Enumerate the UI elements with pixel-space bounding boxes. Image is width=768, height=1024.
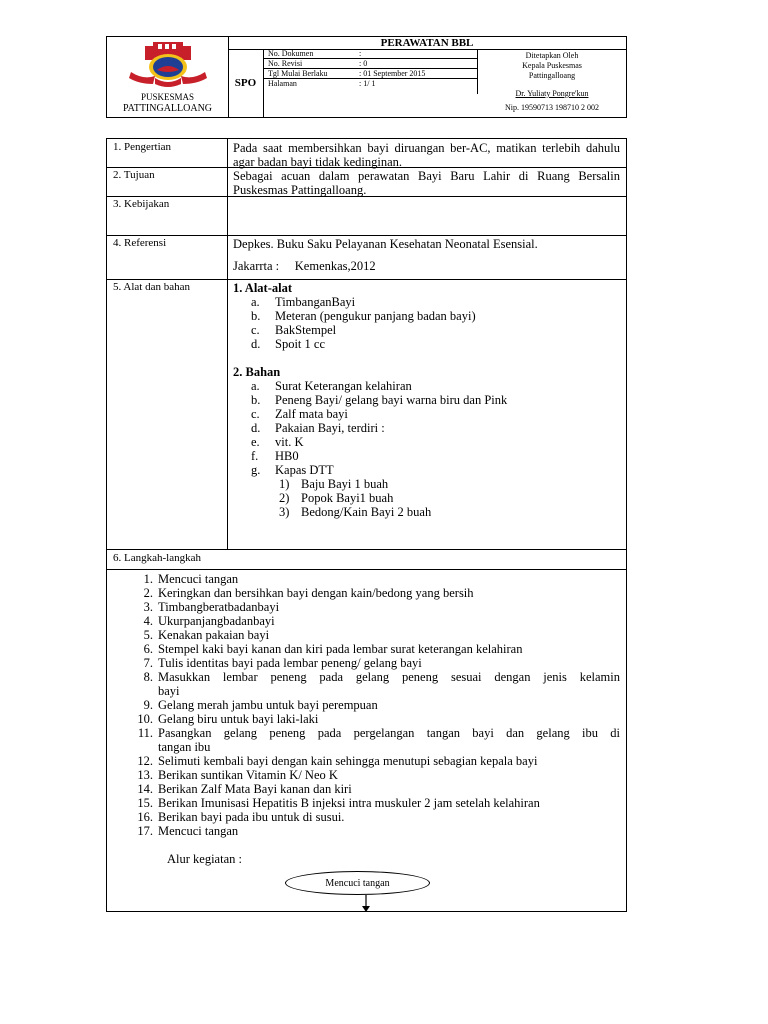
meta-row bbox=[264, 59, 477, 69]
step-number: 10. bbox=[137, 712, 153, 726]
step-number: 12. bbox=[137, 754, 153, 768]
step-number: 16. bbox=[137, 810, 153, 824]
step-text-continued: bayi bbox=[158, 684, 180, 698]
list-marker: g. bbox=[251, 463, 261, 477]
list-item: Spoit 1 cc bbox=[275, 337, 325, 351]
meta-row bbox=[264, 49, 477, 59]
list-marker: a. bbox=[251, 379, 260, 393]
step-text: Berikan Zalf Mata Bayi kanan dan kiri bbox=[158, 782, 352, 796]
sub-marker: 3) bbox=[279, 505, 290, 519]
document-header bbox=[106, 36, 627, 118]
step-text: Mencuci tangan bbox=[158, 572, 239, 586]
step-text: Timbangberatbadanbayi bbox=[158, 600, 280, 614]
meta-value: : bbox=[359, 49, 362, 58]
list-item: Kapas DTT bbox=[275, 463, 334, 477]
approver-nip: Nip. 19590713 198710 2 002 bbox=[505, 103, 599, 112]
step-text: Stempel kaki bayi kanan dan kiri pada lembar surat keterangan kelahiran bbox=[158, 642, 523, 656]
org-line1: PUSKESMAS bbox=[140, 92, 195, 102]
document-meta bbox=[264, 49, 478, 94]
step-text: Ukurpanjangbadanbayi bbox=[158, 614, 275, 628]
sub-marker: 1) bbox=[279, 477, 290, 491]
list-item: Surat Keterangan kelahiran bbox=[275, 379, 412, 393]
meta-value: : 1/ 1 bbox=[359, 79, 376, 88]
org-line2: PATTINGALLOANG bbox=[122, 103, 213, 114]
flow-arrow-icon bbox=[360, 895, 372, 913]
meta-label: Tgl Mulai Berlaku bbox=[268, 69, 328, 78]
step-text: Tulis identitas bayi pada lembar peneng/ gelang bayi bbox=[158, 656, 422, 670]
step-number: 4. bbox=[143, 614, 153, 628]
step-text: Gelang biru untuk bayi laki-laki bbox=[158, 712, 319, 726]
tujuan-text: Sebagai acuan dalam perawatan Bayi Baru Lahir di Ruang Bersalin Puskesmas Pattingalloang. bbox=[233, 169, 620, 197]
procedure-table bbox=[106, 138, 627, 912]
step-number: 13. bbox=[137, 768, 153, 782]
step-number: 7. bbox=[143, 656, 153, 670]
list-marker: f. bbox=[251, 449, 259, 463]
bahan-title: 2. Bahan bbox=[233, 365, 281, 379]
step-text: Berikan bayi pada ibu untuk di susui. bbox=[158, 810, 345, 824]
list-marker: b. bbox=[251, 309, 261, 323]
puskesmas-logo-icon bbox=[125, 40, 209, 90]
approval-block bbox=[477, 49, 627, 117]
logo-cell bbox=[107, 37, 229, 117]
row-label-referensi: 4. Referensi bbox=[113, 237, 167, 249]
meta-value: : 01 September 2015 bbox=[359, 69, 426, 78]
step-number: 17. bbox=[137, 824, 153, 838]
spo-label: SPO bbox=[228, 49, 264, 117]
step-number: 6. bbox=[143, 642, 153, 656]
list-item: Peneng Bayi/ gelang bayi warna biru dan Pink bbox=[275, 393, 508, 407]
meta-label: Halaman bbox=[268, 79, 297, 88]
flow-start-node: Mencuci tangan bbox=[285, 871, 430, 895]
step-text: Berikan suntikan Vitamin K/ Neo K bbox=[158, 768, 338, 782]
sub-marker: 2) bbox=[279, 491, 290, 505]
meta-label: No. Dokumen bbox=[268, 49, 314, 58]
step-text: Kenakan pakaian bayi bbox=[158, 628, 270, 642]
step-number: 3. bbox=[143, 600, 153, 614]
approval-line1: Ditetapkan Oleh bbox=[525, 51, 579, 60]
list-item: Zalf mata bayi bbox=[275, 407, 348, 421]
list-marker: a. bbox=[251, 295, 260, 309]
step-text: Mencuci tangan bbox=[158, 824, 239, 838]
approver-name: Dr. Yuliaty Pongre'kun bbox=[515, 89, 589, 98]
sub-item: Popok Bayi1 buah bbox=[301, 491, 394, 505]
list-item: vit. K bbox=[275, 435, 304, 449]
list-marker: d. bbox=[251, 421, 261, 435]
list-item: TimbanganBayi bbox=[275, 295, 356, 309]
list-marker: c. bbox=[251, 407, 260, 421]
step-number: 8. bbox=[143, 670, 153, 684]
step-number: 15. bbox=[137, 796, 153, 810]
org-name bbox=[107, 92, 228, 114]
step-number: 14. bbox=[137, 782, 153, 796]
row-label-alat-bahan: 5. Alat dan bahan bbox=[113, 281, 190, 293]
row-label-tujuan: 2. Tujuan bbox=[113, 169, 155, 181]
step-text: Pasangkan gelang peneng pada pergelangan tangan bayi dan gelang ibu di bbox=[158, 726, 620, 740]
step-number: 2. bbox=[143, 586, 153, 600]
step-number: 9. bbox=[143, 698, 153, 712]
alat-title: 1. Alat-alat bbox=[233, 281, 293, 295]
list-item: Meteran (pengukur panjang badan bayi) bbox=[275, 309, 476, 323]
step-text: Selimuti kembali bayi dengan kain sehingga menutupi sebagian kepala bayi bbox=[158, 754, 538, 768]
meta-row bbox=[264, 79, 477, 88]
row-label-langkah: 6. Langkah-langkah bbox=[113, 552, 201, 564]
approval-line3: Pattingalloang bbox=[528, 71, 576, 80]
list-item: HB0 bbox=[275, 449, 299, 463]
approval-line2: Kepala Puskesmas bbox=[522, 61, 582, 70]
step-number: 11. bbox=[137, 726, 153, 740]
step-number: 5. bbox=[143, 628, 153, 642]
step-text: Masukkan lembar peneng pada gelang peneng sesuai dengan jenis kelamin bbox=[158, 670, 620, 684]
step-text: Gelang merah jambu untuk bayi perempuan bbox=[158, 698, 378, 712]
row-label-kebijakan: 3. Kebijakan bbox=[113, 198, 170, 210]
document-title: PERAWATAN BBL bbox=[228, 37, 626, 50]
sub-item: Bedong/Kain Bayi 2 buah bbox=[301, 505, 432, 519]
meta-row bbox=[264, 69, 477, 79]
sub-item: Baju Bayi 1 buah bbox=[301, 477, 389, 491]
list-item: BakStempel bbox=[275, 323, 337, 337]
row-label-pengertian: 1. Pengertian bbox=[113, 141, 172, 153]
step-text-continued: tangan ibu bbox=[158, 740, 211, 754]
list-item: Pakaian Bayi, terdiri : bbox=[275, 421, 385, 435]
step-number: 1. bbox=[143, 572, 153, 586]
list-marker: d. bbox=[251, 337, 261, 351]
alur-label: Alur kegiatan : bbox=[167, 852, 242, 866]
meta-label: No. Revisi bbox=[268, 59, 303, 68]
list-marker: b. bbox=[251, 393, 261, 407]
list-marker: c. bbox=[251, 323, 260, 337]
list-marker: e. bbox=[251, 435, 260, 449]
step-text: Berikan Imunisasi Hepatitis B injeksi intra muskuler 2 jam setelah kelahiran bbox=[158, 796, 540, 810]
referensi-line2: Jakarrta : Kemenkas,2012 bbox=[233, 259, 376, 273]
step-text: Keringkan dan bersihkan bayi dengan kain/bedong yang bersih bbox=[158, 586, 474, 600]
pengertian-text: Pada saat membersihkan bayi diruangan ber-AC, matikan terlebih dahulu agar badan bayi tidak kedinginan. bbox=[233, 141, 620, 169]
meta-value: : 0 bbox=[359, 59, 368, 68]
referensi-line1: Depkes. Buku Saku Pelayanan Kesehatan Neonatal Esensial. bbox=[233, 237, 538, 251]
